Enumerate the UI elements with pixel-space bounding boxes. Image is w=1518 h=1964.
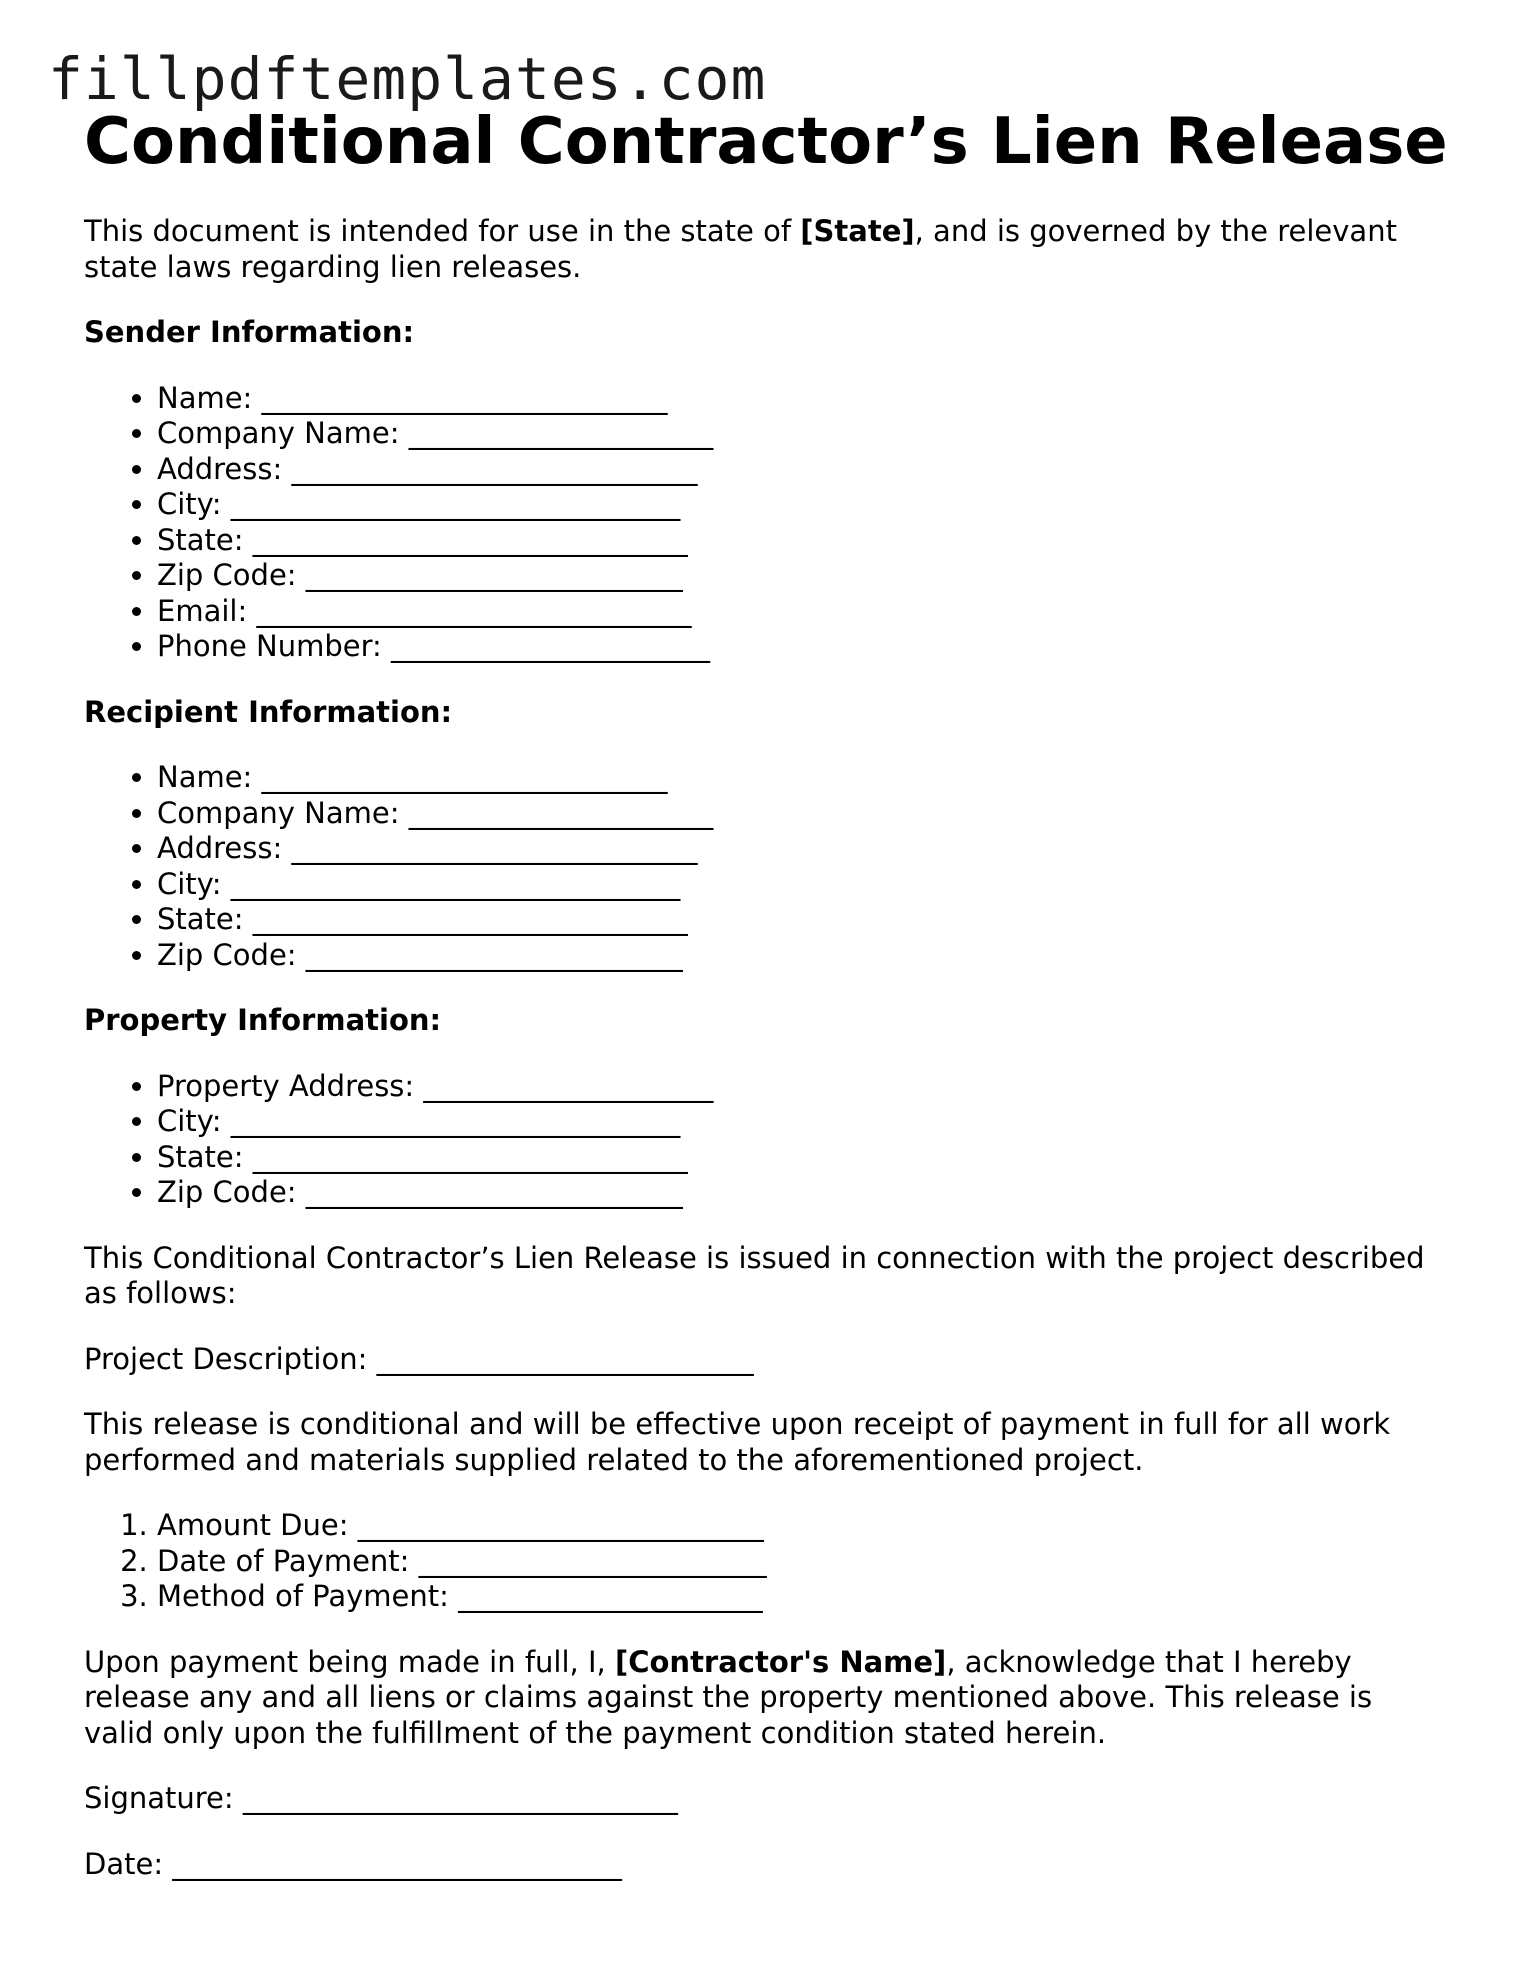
field-blank[interactable]: ______________________________ [242,1781,678,1815]
field-blank[interactable]: __________________________ [376,1341,754,1376]
field-label: City: [157,487,222,521]
field-blank[interactable]: _____________________ [458,1579,763,1613]
document-body [84,102,1448,1882]
signature-field[interactable] [84,1781,1444,1817]
field-label: State: [157,902,244,936]
property-heading: Property Information: [84,1003,442,1037]
acknowledgement-paragraph [84,1645,1444,1752]
property-zip-field[interactable] [157,1175,1444,1211]
field-label: City: [157,866,222,901]
property-state-field[interactable] [157,1140,1444,1176]
state-placeholder: [State] [800,214,915,248]
field-blank[interactable]: ______________________ [391,629,711,663]
field-label: Phone Number: [157,629,382,663]
sender-state-field[interactable] [157,523,1444,559]
field-label: State: [157,1139,244,1174]
sender-email-field[interactable] [157,594,1444,630]
page-title: Conditional Contractor’s Lien Release [84,105,1448,179]
field-label: Zip Code: [157,558,297,592]
field-label: Name: [157,380,253,415]
field-label: Zip Code: [157,937,297,972]
field-label: Property Address: [157,1068,415,1103]
field-blank[interactable]: ______________________________ [256,593,692,628]
field-blank[interactable]: __________________________ [305,558,683,592]
field-blank[interactable]: ____________________________ [261,760,668,794]
amount-due-field[interactable] [157,1508,1444,1544]
field-label: Method of Payment: [157,1579,449,1613]
project-intro-paragraph: This Conditional Contractor’s Lien Release is issued in connection with the project described as follows: [84,1240,1425,1310]
field-blank[interactable]: ____________________________ [357,1508,764,1542]
sender-heading: Sender Information: [84,315,415,349]
sender-zip-field[interactable] [157,558,1444,594]
sender-field-list [84,381,1444,665]
field-blank[interactable]: _____________________ [408,795,714,830]
recipient-heading: Recipient Information: [84,694,453,729]
contractor-name-placeholder: [Contractor's Name] [614,1644,947,1679]
field-blank[interactable]: ____________________ [423,1068,714,1103]
field-blank[interactable]: _______________________________ [230,866,681,901]
date-of-payment-field[interactable] [157,1544,1444,1580]
field-label: Amount Due: [157,1508,349,1542]
field-blank[interactable]: ______________________________ [252,522,688,557]
field-blank[interactable]: _______________________________ [230,487,681,521]
method-of-payment-field[interactable] [157,1579,1444,1615]
field-blank[interactable]: __________________________ [305,937,683,972]
field-label: Company Name: [157,795,400,830]
property-city-field[interactable] [157,1104,1444,1140]
acknowledgement-text-after: , acknowledge that I hereby release any and all liens or claims against the property mentioned above. This release is valid only upon the fulfillment of the payment condition stated herein. [84,1644,1373,1750]
field-blank[interactable]: ____________________________ [261,380,668,415]
recipient-company-field[interactable] [157,796,1444,832]
payment-field-list [84,1508,1444,1615]
field-blank[interactable]: ____________________________ [291,451,698,486]
sender-address-field[interactable] [157,452,1444,488]
sender-city-field[interactable] [157,487,1444,523]
field-label: Name: [157,760,253,794]
sender-company-field[interactable] [157,416,1444,452]
field-label: Address: [157,451,283,486]
field-label: Email: [157,593,248,628]
field-label: Date: [84,1846,164,1881]
sender-name-field[interactable] [157,381,1444,417]
field-label: Address: [157,831,283,865]
field-label: Signature: [84,1781,234,1815]
recipient-name-field[interactable] [157,760,1444,796]
intro-text-before: This document is intended for use in the state of [84,214,801,248]
conditional-paragraph: This release is conditional and will be effective upon receipt of payment in full for all work performed and materials supplied related to the aforementioned project. [84,1407,1391,1477]
field-blank[interactable]: _______________________________ [230,1104,681,1138]
recipient-zip-field[interactable] [157,938,1444,974]
field-blank[interactable]: ______________________________ [252,902,688,936]
property-field-list [84,1069,1444,1211]
field-blank[interactable]: ______________________________ [252,1139,688,1174]
recipient-address-field[interactable] [157,831,1444,867]
field-label: Date of Payment: [157,1543,410,1578]
field-blank[interactable]: ________________________ [418,1543,767,1578]
field-blank[interactable]: _______________________________ [172,1846,622,1881]
field-blank[interactable]: __________________________ [305,1175,683,1209]
property-address-field[interactable] [157,1069,1444,1105]
intro-text-after: , and is governed by the relevant state laws regarding lien releases. [84,214,1397,284]
sender-phone-field[interactable] [157,629,1444,665]
field-blank[interactable]: _____________________ [408,416,714,450]
intro-paragraph [84,214,1444,285]
field-label: City: [157,1104,222,1138]
project-description-field[interactable] [84,1342,1444,1378]
acknowledgement-text-before: Upon payment being made in full, I, [84,1644,615,1679]
recipient-field-list [84,760,1444,973]
field-label: State: [157,522,244,557]
site-watermark: fillpdftemplates.com [48,45,767,113]
field-blank[interactable]: ____________________________ [291,831,698,865]
recipient-city-field[interactable] [157,867,1444,903]
field-label: Zip Code: [157,1175,297,1209]
date-field[interactable] [84,1847,1444,1883]
field-label: Project Description: [84,1341,368,1376]
field-label: Company Name: [157,416,400,450]
recipient-state-field[interactable] [157,902,1444,938]
